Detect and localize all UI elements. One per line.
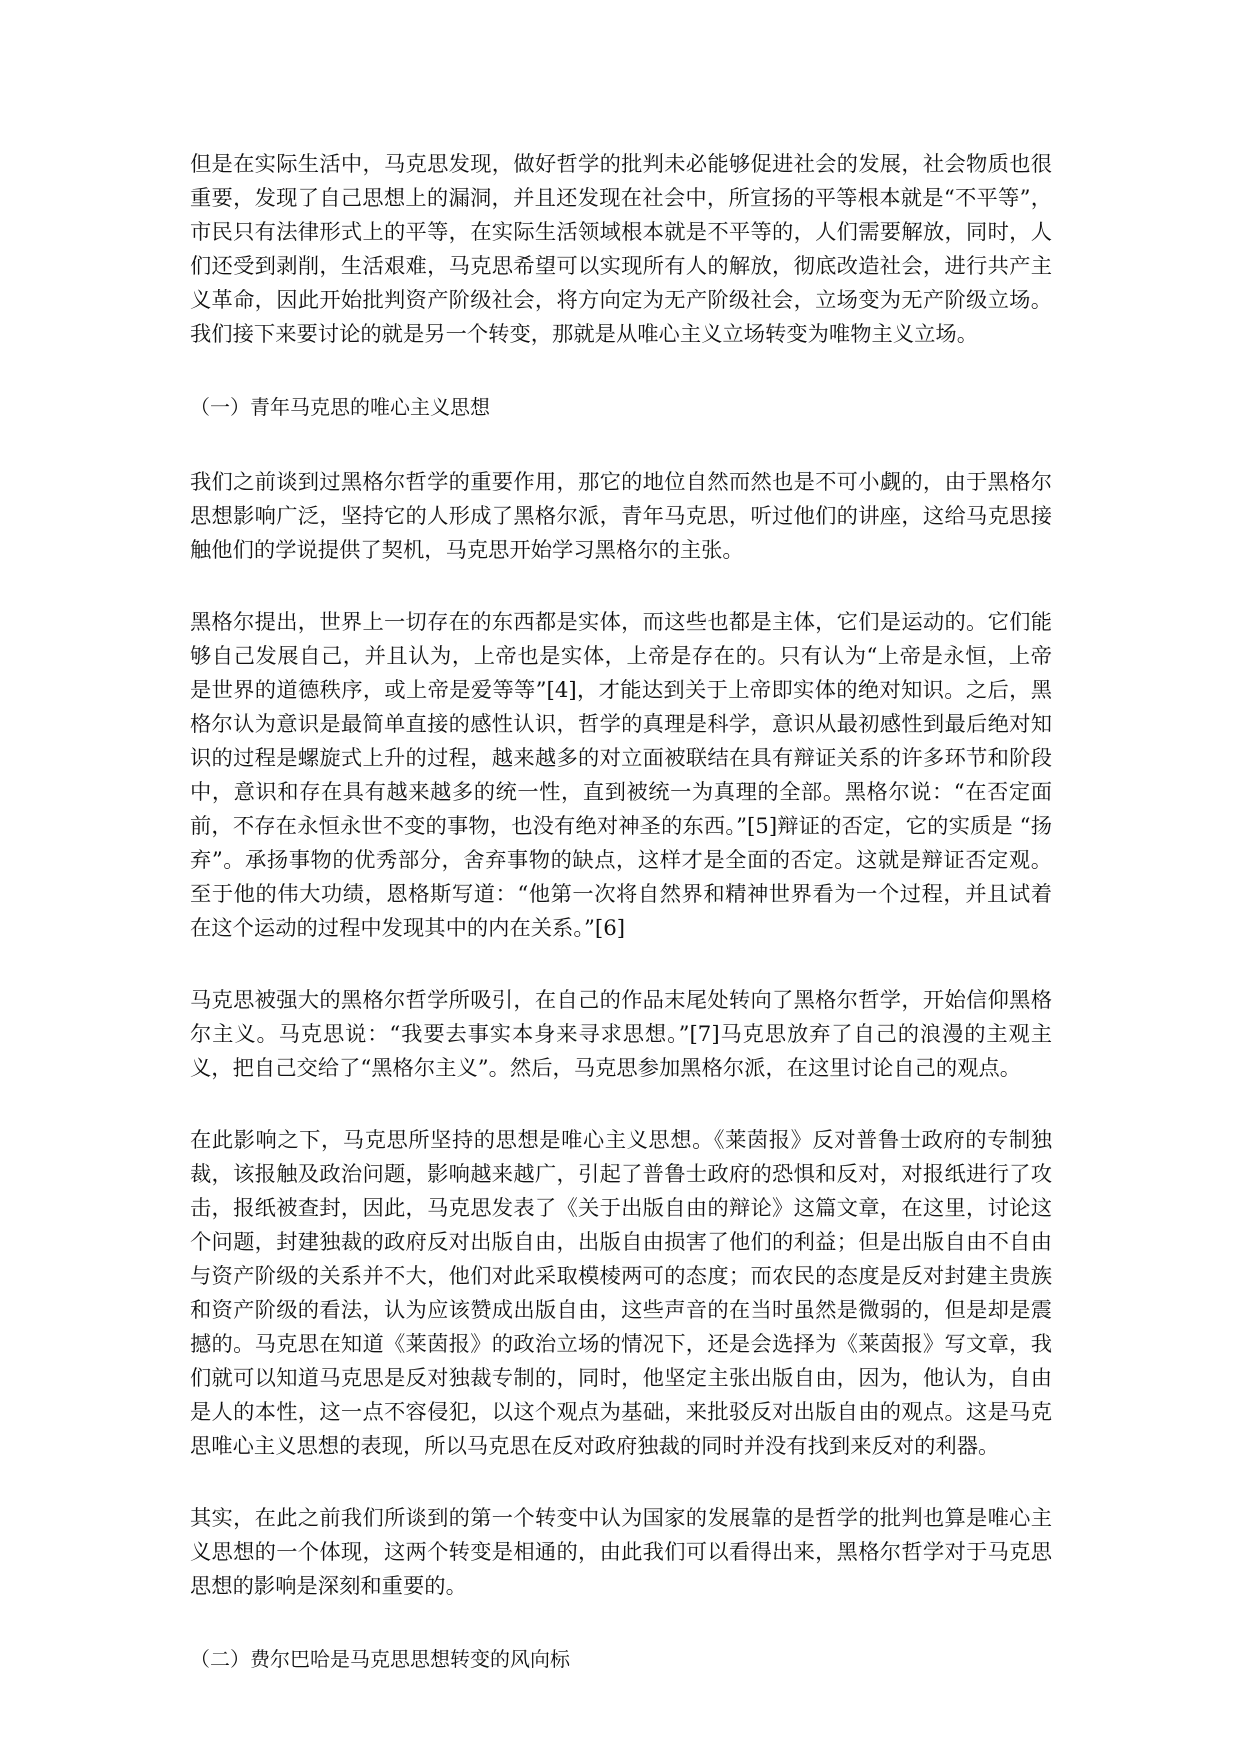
paragraph-intro: 但是在实际生活中，马克思发现，做好哲学的批判未必能够促进社会的发展，社会物质也很重要，发现了自己思想上的漏洞，并且还发现在社会中，所宣扬的平等根本就是“不平等”，市民只有法律形式上的平等，在实际生活领域根本就是不平等的，人们需要解放，同时，人们还受到剥削，生活艰难，马克思希望可以实现所有人的解放，彻底改造社会，进行共产主义革命，因此开始批判资产阶级社会，将方向定为无产阶级社会，立场变为无产阶级立场。我们接下来要讨论的就是另一个转变，那就是从唯心主义立场转变为唯物主义立场。 bbox=[190, 152, 1052, 347]
document-page bbox=[190, 148, 1052, 1718]
paragraph-rheinische-zeitung: 在此影响之下，马克思所坚持的思想是唯心主义思想。《莱茵报》反对普鲁士政府的专制独裁，该报触及政治问题，影响越来越广，引起了普鲁士政府的恐惧和反对，对报纸进行了攻击，报纸被查封，因此，马克思发表了《关于出版自由的辩论》这篇文章，在这里，讨论这个问题，封建独裁的政府反对出版自由，出版自由损害了他们的利益；但是出版自由不自由与资产阶级的关系并不大，他们对此采取模棱两可的态度；而农民的态度是反对封建主贵族和资产阶级的看法，认为应该赞成出版自由，这些声音的在当时虽然是微弱的，但是却是震撼的。马克思在知道《莱茵报》的政治立场的情况下，还是会选择为《莱茵报》写文章，我们就可以知道马克思是反对独裁专制的，同时，他坚定主张出版自由，因为，他认为，自由是人的本性，这一点不容侵犯，以这个观点为基础，来批驳反对出版自由的观点。这是马克思唯心主义思想的表现，所以马克思在反对政府独裁的同时并没有找到来反对的利器。 bbox=[190, 1128, 1052, 1459]
paragraph-conclusion: 其实，在此之前我们所谈到的第一个转变中认为国家的发展靠的是哲学的批判也算是唯心主义思想的一个体现，这两个转变是相通的，由此我们可以看得出来，黑格尔哲学对于马克思思想的影响是深刻和重要的。 bbox=[190, 1506, 1052, 1599]
paragraph-hegel-influence: 我们之前谈到过黑格尔哲学的重要作用，那它的地位自然而然也是不可小觑的，由于黑格尔思想影响广泛，坚持它的人形成了黑格尔派，青年马克思，听过他们的讲座，这给马克思接触他们的学说提供了契机，马克思开始学习黑格尔的主张。 bbox=[190, 470, 1052, 563]
section-heading-1: （一）青年马克思的唯心主义思想 bbox=[190, 395, 490, 419]
paragraph-hegel-philosophy: 黑格尔提出，世界上一切存在的东西都是实体，而这些也都是主体，它们是运动的。它们能够自己发展自己，并且认为，上帝也是实体，上帝是存在的。只有认为“上帝是永恒，上帝是世界的道德秩序，或上帝是爱等等”[4]，才能达到关于上帝即实体的绝对知识。之后，黑格尔认为意识是最简单直接的感性认识，哲学的真理是科学，意识从最初感性到最后绝对知识的过程是螺旋式上升的过程，越来越多的对立面被联结在具有辩证关系的许多环节和阶段中，意识和存在具有越来越多的统一性，直到被统一为真理的全部。黑格尔说：“在否定面前，不存在永恒永世不变的事物，也没有绝对神圣的东西。”[5]辩证的否定，它的实质是 “扬弃”。承扬事物的优秀部分，舍弃事物的缺点，这样才是全面的否定。这就是辩证否定观。至于他的伟大功绩，恩格斯写道：“他第一次将自然界和精神世界看为一个过程，并且试着在这个运动的过程中发现其中的内在关系。”[6] bbox=[190, 610, 1052, 941]
section-heading-2: （二）费尔巴哈是马克思思想转变的风向标 bbox=[190, 1647, 570, 1671]
paragraph-marx-hegelianism: 马克思被强大的黑格尔哲学所吸引，在自己的作品末尾处转向了黑格尔哲学，开始信仰黑格尔主义。马克思说：“我要去事实本身来寻求思想。”[7]马克思放弃了自己的浪漫的主观主义，把自己交给了“黑格尔主义”。然后，马克思参加黑格尔派，在这里讨论自己的观点。 bbox=[190, 988, 1052, 1081]
